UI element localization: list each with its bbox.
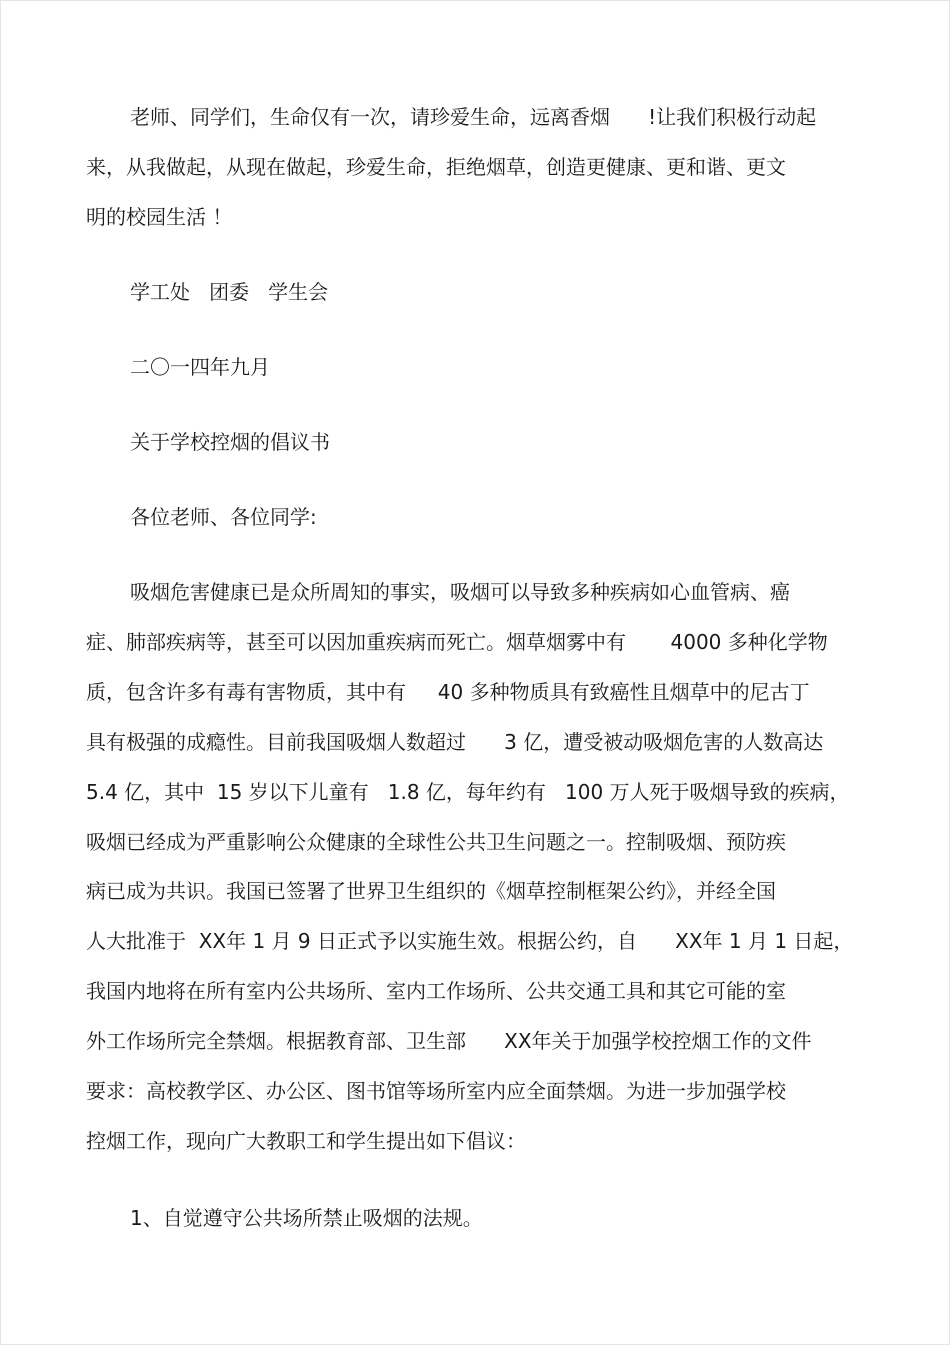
salutation: 各位老师、各位同学: bbox=[130, 505, 317, 529]
body-line-12: 控烟工作，现向广大教职工和学生提出如下倡议： bbox=[86, 1129, 526, 1153]
body-line-4: 具有极强的成瘾性。目前我国吸烟人数超过 3 亿，遭受被动吸烟危害的人数高达 bbox=[86, 730, 824, 754]
list-item-1: 1、自觉遵守公共场所禁止吸烟的法规。 bbox=[130, 1206, 483, 1230]
intro-line-2: 来，从我做起，从现在做起，珍爱生命，拒绝烟草，创造更健康、更和谐、更文 bbox=[86, 155, 786, 179]
signature: 学工处 团委 学生会 bbox=[130, 280, 329, 304]
body-line-10: 外工作场所完全禁烟。根据教育部、卫生部 XX年关于加强学校控烟工作的文件 bbox=[86, 1029, 812, 1053]
document-title: 关于学校控烟的倡议书 bbox=[130, 430, 330, 454]
body-line-2: 症、肺部疾病等，甚至可以因加重疾病而死亡。烟草烟雾中有 4000 多种化学物 bbox=[86, 630, 828, 654]
intro-line-1: 老师、同学们，生命仅有一次，请珍爱生命，远离香烟 !让我们积极行动起 bbox=[130, 105, 817, 129]
body-line-11: 要求：高校教学区、办公区、图书馆等场所室内应全面禁烟。为进一步加强学校 bbox=[86, 1079, 786, 1103]
body-line-9: 我国内地将在所有室内公共场所、室内工作场所、公共交通工具和其它可能的室 bbox=[86, 979, 786, 1003]
body-line-5: 5.4 亿，其中 15 岁以下儿童有 1.8 亿，每年约有 100 万人死于吸烟导致的疾病， bbox=[86, 780, 850, 804]
body-line-1: 吸烟危害健康已是众所周知的事实，吸烟可以导致多种疾病如心血管病、癌 bbox=[130, 580, 790, 604]
body-line-8: 人大批准于 XX年 1 月 9 日正式予以实施生效。根据公约，自 XX年 1 月 1 日起， bbox=[86, 929, 854, 953]
body-line-3: 质，包含许多有毒有害物质，其中有 40 多种物质具有致癌性且烟草中的尼古丁 bbox=[86, 680, 810, 704]
body-line-7: 病已成为共识。我国已签署了世界卫生组织的《烟草控制框架公约》，并经全国 bbox=[86, 879, 776, 903]
date: 二〇一四年九月 bbox=[130, 355, 270, 379]
body-line-6: 吸烟已经成为严重影响公众健康的全球性公共卫生问题之一。控制吸烟、预防疾 bbox=[86, 830, 786, 854]
intro-line-3: 明的校园生活 ！ bbox=[86, 205, 233, 229]
